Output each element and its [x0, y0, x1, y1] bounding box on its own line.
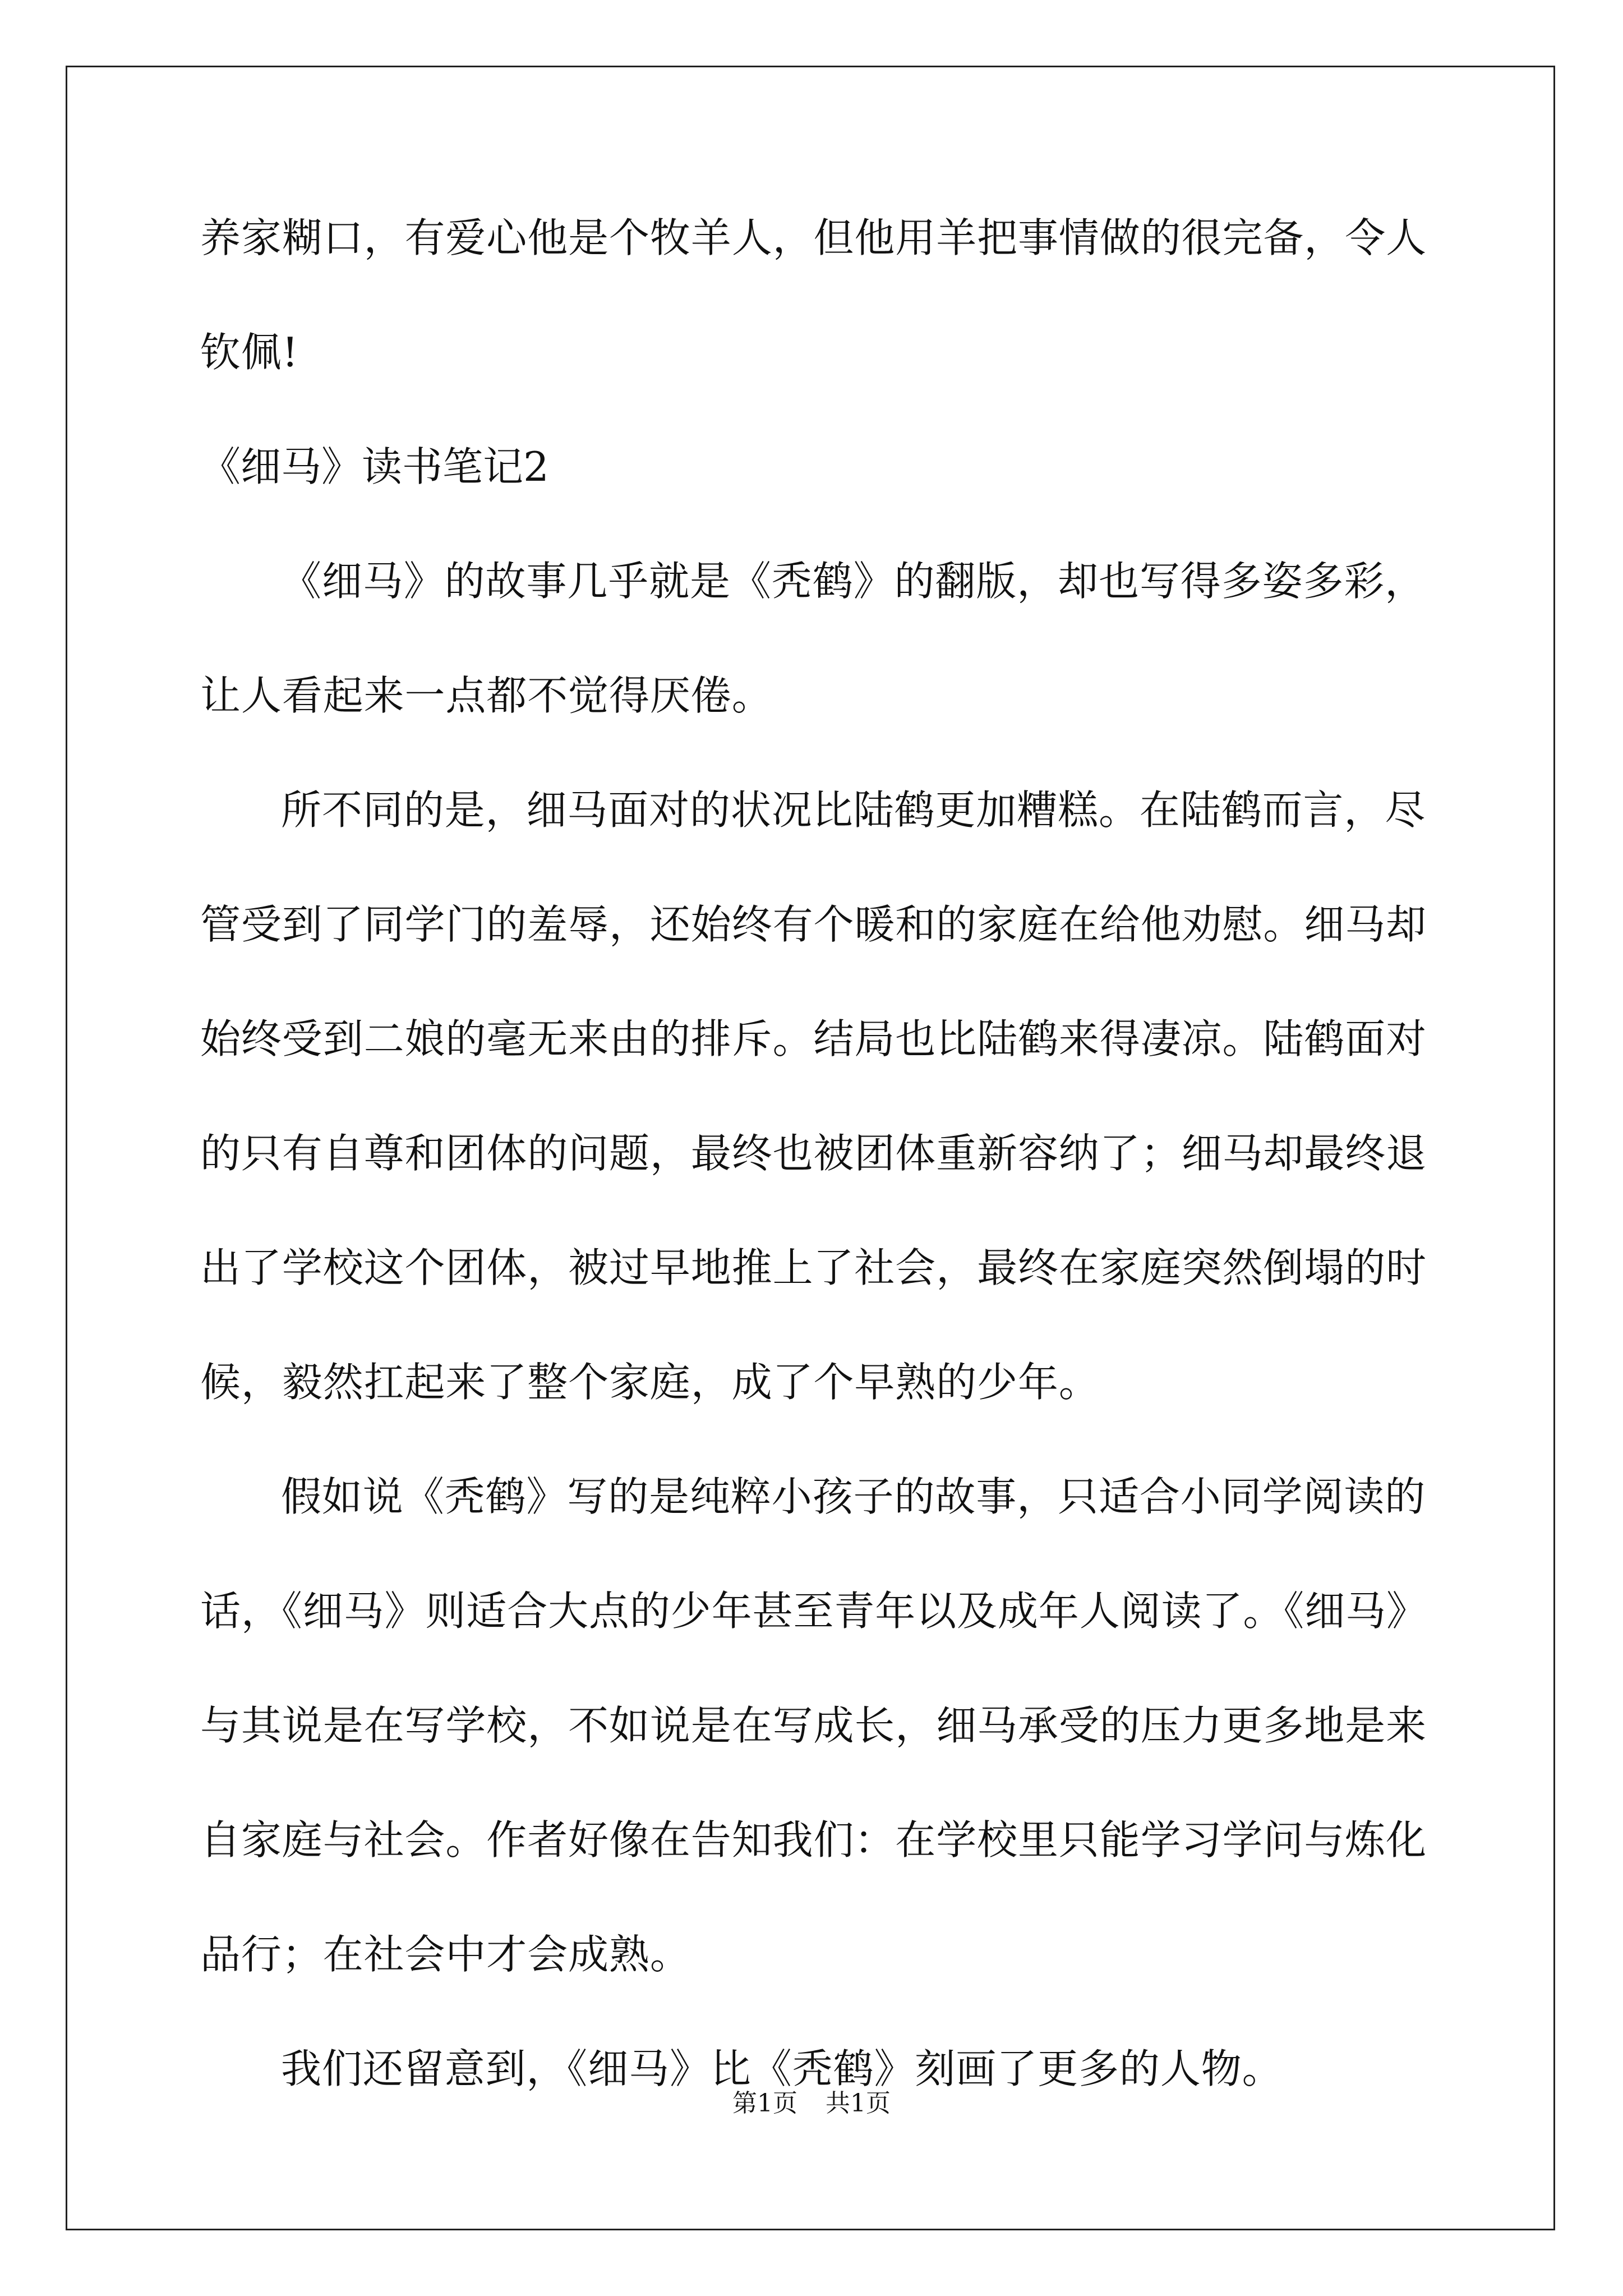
text-line: 养家糊口，有爱心他是个牧羊人，但他用羊把事情做的很完备，令人 [200, 214, 1427, 261]
text-line: 假如说《秃鹤》写的是纯粹小孩子的故事，只适合小同学阅读的 [281, 1473, 1426, 1520]
text-line: 我们还留意到，《细马》比《秃鹤》刻画了更多的人物。 [281, 2045, 1283, 2092]
page-footer [0, 2087, 1623, 2120]
text-line: 与其说是在写学校，不如说是在写成长，细马承受的压力更多地是来 [200, 1702, 1427, 1749]
text-line: 让人看起来一点都不觉得厌倦。 [200, 672, 773, 719]
page-number-current: 第1页 [732, 2089, 797, 2118]
text-line: 出了学校这个团体，被过早地推上了社会，最终在家庭突然倒塌的时 [200, 1244, 1427, 1291]
text-line: 候，毅然扛起来了整个家庭，成了个早熟的少年。 [200, 1359, 1100, 1406]
section-heading: 《细马》读书笔记2 [200, 443, 549, 490]
page-number-total: 共1页 [826, 2089, 891, 2118]
text-line: 自家庭与社会。作者好像在告知我们：在学校里只能学习学问与炼化 [200, 1816, 1427, 1864]
text-line: 《细马》的故事几乎就是《秃鹤》的翻版，却也写得多姿多彩， [281, 558, 1426, 605]
text-line: 的只有自尊和团体的问题，最终也被团体重新容纳了；细马却最终退 [200, 1130, 1427, 1177]
document-body [200, 210, 1428, 2155]
continued-paragraph [200, 210, 1428, 380]
paragraph-2 [200, 782, 1428, 1410]
text-line: 所不同的是，细马面对的状况比陆鹤更加糟糕。在陆鹤而言，尽 [281, 786, 1426, 834]
section-heading-block [200, 439, 1428, 495]
text-line: 钦佩! [200, 329, 299, 376]
text-line: 话，《细马》则适合大点的少年甚至青年以及成年人阅读了。《细马》 [200, 1588, 1427, 1635]
text-line: 始终受到二娘的毫无来由的排斥。结局也比陆鹤来得凄凉。陆鹤面对 [200, 1015, 1427, 1062]
text-line: 管受到了同学门的羞辱，还始终有个暖和的家庭在给他劝慰。细马却 [200, 901, 1427, 948]
text-line: 品行；在社会中才会成熟。 [200, 1931, 691, 1978]
paragraph-1 [200, 553, 1428, 724]
paragraph-3 [200, 1469, 1428, 1982]
